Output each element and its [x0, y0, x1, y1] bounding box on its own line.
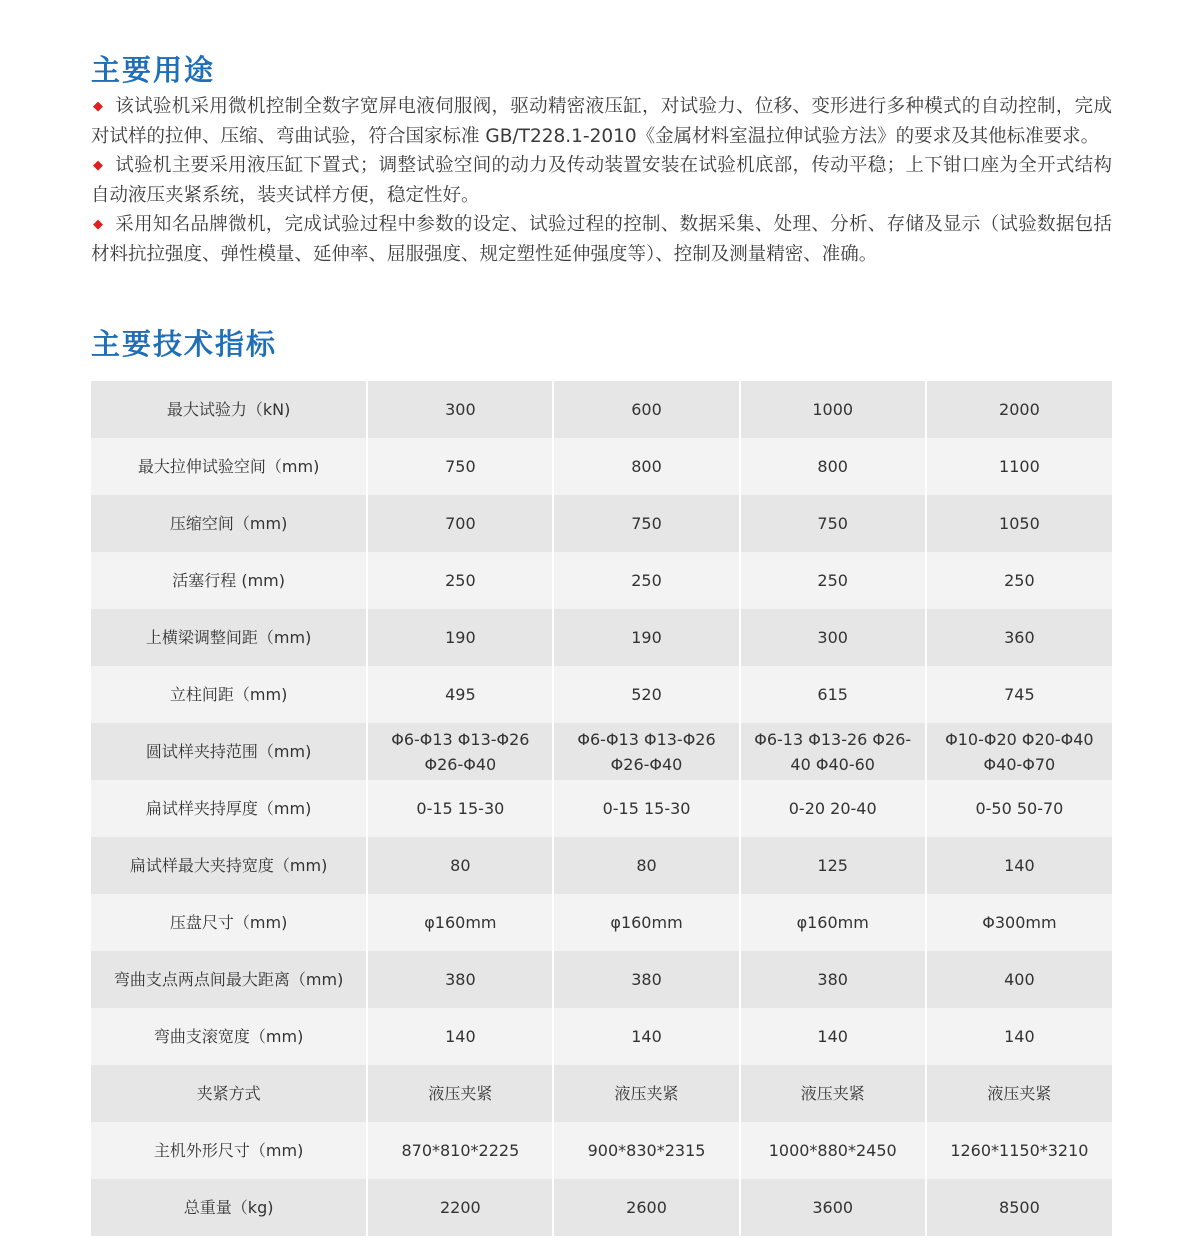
spec-value-cell: 140 [740, 1008, 926, 1065]
spec-value-cell: 520 [553, 666, 739, 723]
spec-value-cell: 300 [740, 609, 926, 666]
spec-value-cell: 300 [367, 381, 553, 438]
spec-value-cell: 750 [740, 495, 926, 552]
spec-value-cell: 2200 [367, 1179, 553, 1236]
spec-value-cell: 750 [367, 438, 553, 495]
spec-value-cell: 190 [367, 609, 553, 666]
table-row [91, 495, 1112, 552]
spec-value-cell: 745 [926, 666, 1112, 723]
spec-value-cell: 400 [926, 951, 1112, 1008]
spec-label-cell: 压缩空间（mm) [91, 495, 367, 552]
spec-value-cell: 870*810*2225 [367, 1122, 553, 1179]
spec-value-cell: 80 [553, 837, 739, 894]
spec-value-cell: 380 [740, 951, 926, 1008]
spec-value-cell: Φ6-Φ13 Φ13-Φ26 Φ26-Φ40 [553, 723, 739, 780]
section-title-specs: 主要技术指标 [91, 327, 278, 361]
spec-value-cell: 液压夹紧 [553, 1065, 739, 1122]
spec-value-cell: Φ10-Φ20 Φ20-Φ40 Φ40-Φ70 [926, 723, 1112, 780]
spec-value-cell: 600 [553, 381, 739, 438]
spec-value-cell: 0-20 20-40 [740, 780, 926, 837]
table-row [91, 951, 1112, 1008]
spec-label-cell: 总重量（kg) [91, 1179, 367, 1236]
spec-label-cell: 夹紧方式 [91, 1065, 367, 1122]
spec-value-cell: Φ6-Φ13 Φ13-Φ26 Φ26-Φ40 [367, 723, 553, 780]
table-row [91, 438, 1112, 495]
table-row [91, 894, 1112, 951]
table-row [91, 381, 1112, 438]
table-row [91, 1065, 1112, 1122]
bullet-text: 采用知名品牌微机，完成试验过程中参数的设定、试验过程的控制、数据采集、处理、分析、存储及显示（试验数据包括材料抗拉强度、弹性模量、延伸率、屈服强度、规定塑性延伸强度等）、控制及测量精密、准确。 [91, 214, 1112, 265]
spec-value-cell: 360 [926, 609, 1112, 666]
spec-value-cell: 380 [367, 951, 553, 1008]
table-row [91, 609, 1112, 666]
spec-label-cell: 最大试验力（kN) [91, 381, 367, 438]
spec-label-cell: 压盘尺寸（mm) [91, 894, 367, 951]
table-row [91, 1008, 1112, 1065]
bullet-item [91, 151, 1112, 210]
spec-label-cell: 主机外形尺寸（mm) [91, 1122, 367, 1179]
spec-value-cell: 250 [740, 552, 926, 609]
spec-value-cell: φ160mm [740, 894, 926, 951]
spec-label-cell: 圆试样夹持范围（mm) [91, 723, 367, 780]
spec-value-cell: 750 [553, 495, 739, 552]
spec-value-cell: 1000*880*2450 [740, 1122, 926, 1179]
table-row [91, 837, 1112, 894]
spec-value-cell: 8500 [926, 1179, 1112, 1236]
spec-value-cell: 1100 [926, 438, 1112, 495]
spec-value-cell: 2600 [553, 1179, 739, 1236]
section-title-usage: 主要用途 [91, 53, 216, 87]
spec-value-cell: 800 [740, 438, 926, 495]
spec-value-cell: 250 [926, 552, 1112, 609]
table-row [91, 723, 1112, 780]
spec-label-cell: 立柱间距（mm) [91, 666, 367, 723]
bullet-text: 该试验机采用微机控制全数字宽屏电液伺服阀，驱动精密液压缸，对试验力、位移、变形进行多种模式的自动控制，完成对试样的拉伸、压缩、弯曲试验，符合国家标准 GB/T228.1-2010《金属材料室温拉伸试验方法》的要求及其他标准要求。 [91, 96, 1112, 147]
table-row [91, 1122, 1112, 1179]
spec-table [91, 381, 1112, 1236]
spec-value-cell: 0-15 15-30 [367, 780, 553, 837]
spec-value-cell: 125 [740, 837, 926, 894]
spec-value-cell: 495 [367, 666, 553, 723]
spec-value-cell: 140 [553, 1008, 739, 1065]
spec-value-cell: 1000 [740, 381, 926, 438]
table-row [91, 1179, 1112, 1236]
spec-value-cell: 900*830*2315 [553, 1122, 739, 1179]
spec-value-cell: 液压夹紧 [740, 1065, 926, 1122]
diamond-bullet-icon: ◆ [93, 217, 103, 233]
spec-value-cell: 380 [553, 951, 739, 1008]
spec-value-cell: 液压夹紧 [926, 1065, 1112, 1122]
spec-value-cell: φ160mm [553, 894, 739, 951]
spec-value-cell: φ160mm [367, 894, 553, 951]
spec-value-cell: 0-15 15-30 [553, 780, 739, 837]
spec-label-cell: 最大拉伸试验空间（mm) [91, 438, 367, 495]
bullet-item [91, 92, 1112, 151]
spec-value-cell: 140 [367, 1008, 553, 1065]
spec-label-cell: 扁试样最大夹持宽度（mm) [91, 837, 367, 894]
spec-label-cell: 上横梁调整间距（mm) [91, 609, 367, 666]
spec-value-cell: 3600 [740, 1179, 926, 1236]
spec-label-cell: 弯曲支点两点间最大距离（mm) [91, 951, 367, 1008]
spec-value-cell: 1050 [926, 495, 1112, 552]
spec-value-cell: 250 [553, 552, 739, 609]
table-row [91, 666, 1112, 723]
spec-value-cell: 140 [926, 837, 1112, 894]
spec-value-cell: 80 [367, 837, 553, 894]
spec-label-cell: 活塞行程 (mm) [91, 552, 367, 609]
bullet-text: 试验机主要采用液压缸下置式；调整试验空间的动力及传动装置安装在试验机底部，传动平稳；上下钳口座为全开式结构自动液压夹紧系统，装夹试样方便，稳定性好。 [91, 155, 1112, 206]
spec-value-cell: Φ6-13 Φ13-26 Φ26-40 Φ40-60 [740, 723, 926, 780]
spec-value-cell: 液压夹紧 [367, 1065, 553, 1122]
spec-value-cell: 140 [926, 1008, 1112, 1065]
diamond-bullet-icon: ◆ [93, 158, 103, 174]
spec-value-cell: 615 [740, 666, 926, 723]
spec-value-cell: 250 [367, 552, 553, 609]
spec-label-cell: 弯曲支滚宽度（mm) [91, 1008, 367, 1065]
spec-value-cell: Φ300mm [926, 894, 1112, 951]
spec-value-cell: 190 [553, 609, 739, 666]
bullet-item [91, 210, 1112, 269]
spec-value-cell: 2000 [926, 381, 1112, 438]
spec-value-cell: 700 [367, 495, 553, 552]
usage-bullet-list [91, 92, 1112, 270]
table-row [91, 552, 1112, 609]
spec-value-cell: 800 [553, 438, 739, 495]
table-row [91, 780, 1112, 837]
diamond-bullet-icon: ◆ [93, 99, 103, 114]
spec-value-cell: 1260*1150*3210 [926, 1122, 1112, 1179]
spec-label-cell: 扁试样夹持厚度（mm) [91, 780, 367, 837]
spec-value-cell: 0-50 50-70 [926, 780, 1112, 837]
